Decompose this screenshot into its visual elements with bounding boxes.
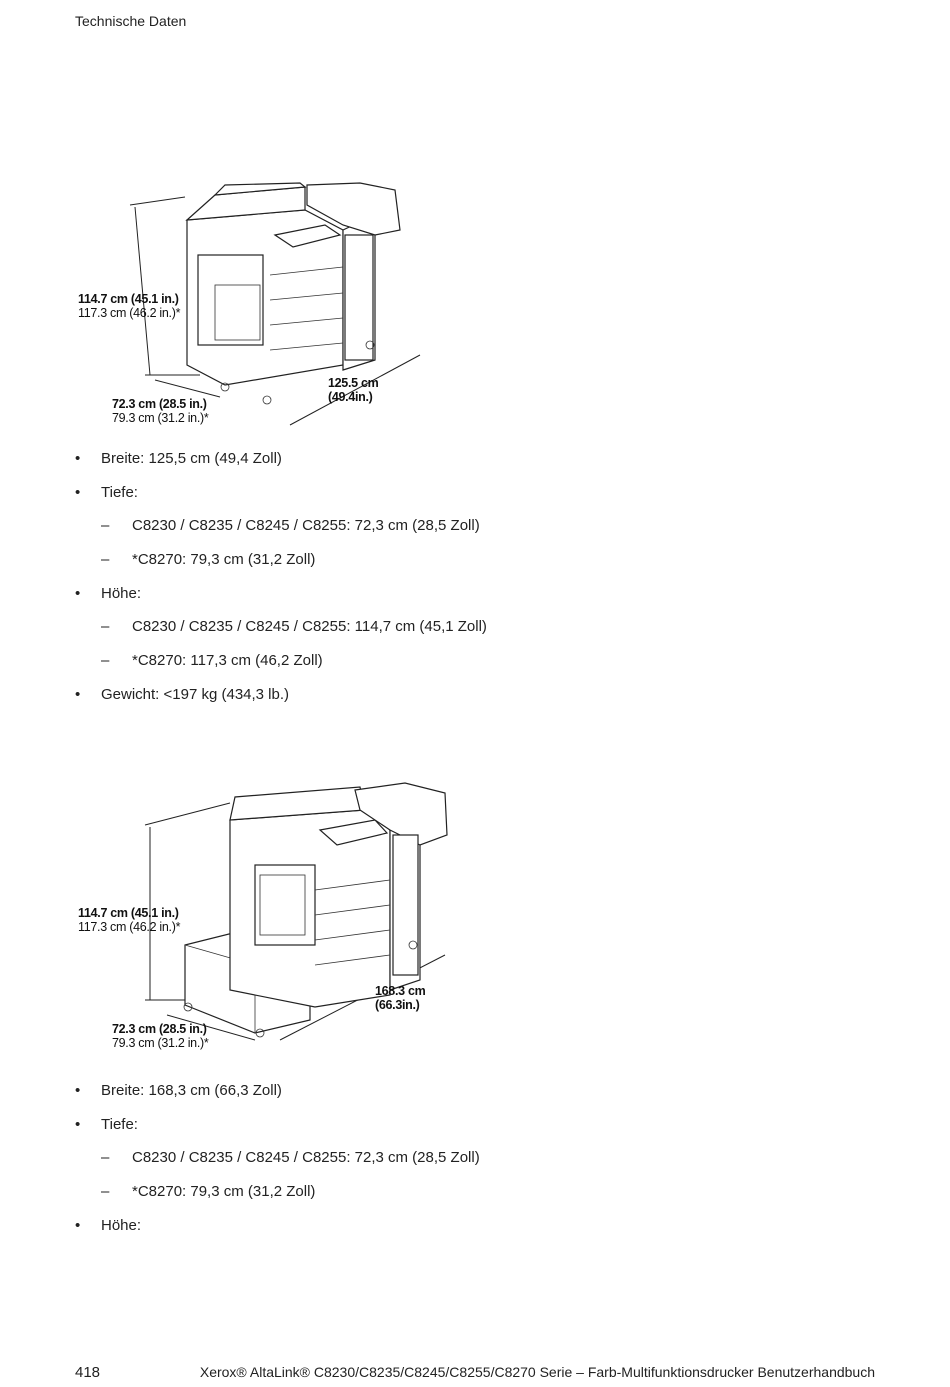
list-bullet: • [75, 584, 81, 602]
depth-label [112, 1022, 208, 1050]
list-item-text: Tiefe: [101, 483, 138, 501]
list-bullet: • [75, 1115, 81, 1133]
list-dash: – [101, 618, 110, 636]
printer-dimensions-figure-standard [75, 175, 435, 435]
list-item-text: Breite: 125,5 cm (49,4 Zoll) [101, 450, 282, 467]
height-label [78, 292, 180, 320]
printer-dimensions-figure-with-hcf [75, 775, 465, 1065]
width-label-cm: 168.3 cm [375, 984, 426, 998]
list-bullet: • [75, 1082, 81, 1099]
list-item-text: Breite: 168,3 cm (66,3 Zoll) [101, 1082, 282, 1099]
height-label-standard: 114.7 cm (45.1 in.) [78, 906, 179, 920]
list-item-text: Gewicht: <197 kg (434,3 lb.) [101, 685, 290, 703]
list-dash: – [101, 1183, 110, 1201]
width-label-cm: 125.5 cm [328, 376, 379, 390]
list-item-text: Höhe: [101, 584, 142, 602]
depth-label [112, 397, 208, 425]
height-label-c8270: 117.3 cm (46.2 in.)* [78, 306, 181, 320]
list-item-text: C8230 / C8235 / C8245 / C8255: 114,7 cm (45,1 Zoll) [132, 618, 487, 636]
list-item-text: *C8270: 117,3 cm (46,2 Zoll) [132, 652, 323, 670]
list-bullet: • [75, 483, 81, 501]
list-item-text: C8230 / C8235 / C8245 / C8255: 72,3 cm (28,5 Zoll) [132, 1149, 480, 1167]
list-item-text: *C8270: 79,3 cm (31,2 Zoll) [132, 551, 316, 569]
list-bullet: • [75, 685, 81, 703]
list-item-text: Höhe: [101, 1216, 142, 1234]
running-header: Technische Daten [75, 13, 187, 29]
list-bullet: • [75, 450, 81, 467]
width-label-in: (66.3in.) [375, 998, 420, 1012]
depth-label-c8270: 79.3 cm (31.2 in.)* [112, 1036, 209, 1050]
height-label [78, 906, 180, 934]
depth-label-standard: 72.3 cm (28.5 in.) [112, 397, 207, 411]
list-item-text: Tiefe: [101, 1115, 138, 1133]
height-label-standard: 114.7 cm (45.1 in.) [78, 292, 179, 306]
list-item-text: *C8270: 79,3 cm (31,2 Zoll) [132, 1183, 316, 1201]
list-dash: – [101, 652, 110, 670]
width-label-in: (49.4in.) [328, 390, 373, 404]
list-item-text: C8230 / C8235 / C8245 / C8255: 72,3 cm (28,5 Zoll) [132, 517, 480, 535]
width-label [375, 984, 425, 1012]
document-title: Xerox® AltaLink® C8230/C8235/C8245/C8255/C8270 Serie – Farb-Multifunktionsdrucker Benutzerhandbuch [199, 1364, 875, 1380]
page-number: 418 [75, 1364, 101, 1381]
list-dash: – [101, 1149, 110, 1167]
list-dash: – [101, 517, 110, 535]
width-label [328, 376, 378, 404]
list-bullet: • [75, 1216, 81, 1234]
depth-label-standard: 72.3 cm (28.5 in.) [112, 1022, 207, 1036]
height-label-c8270: 117.3 cm (46.2 in.)* [78, 920, 181, 934]
depth-label-c8270: 79.3 cm (31.2 in.)* [112, 411, 209, 425]
list-dash: – [101, 551, 110, 569]
